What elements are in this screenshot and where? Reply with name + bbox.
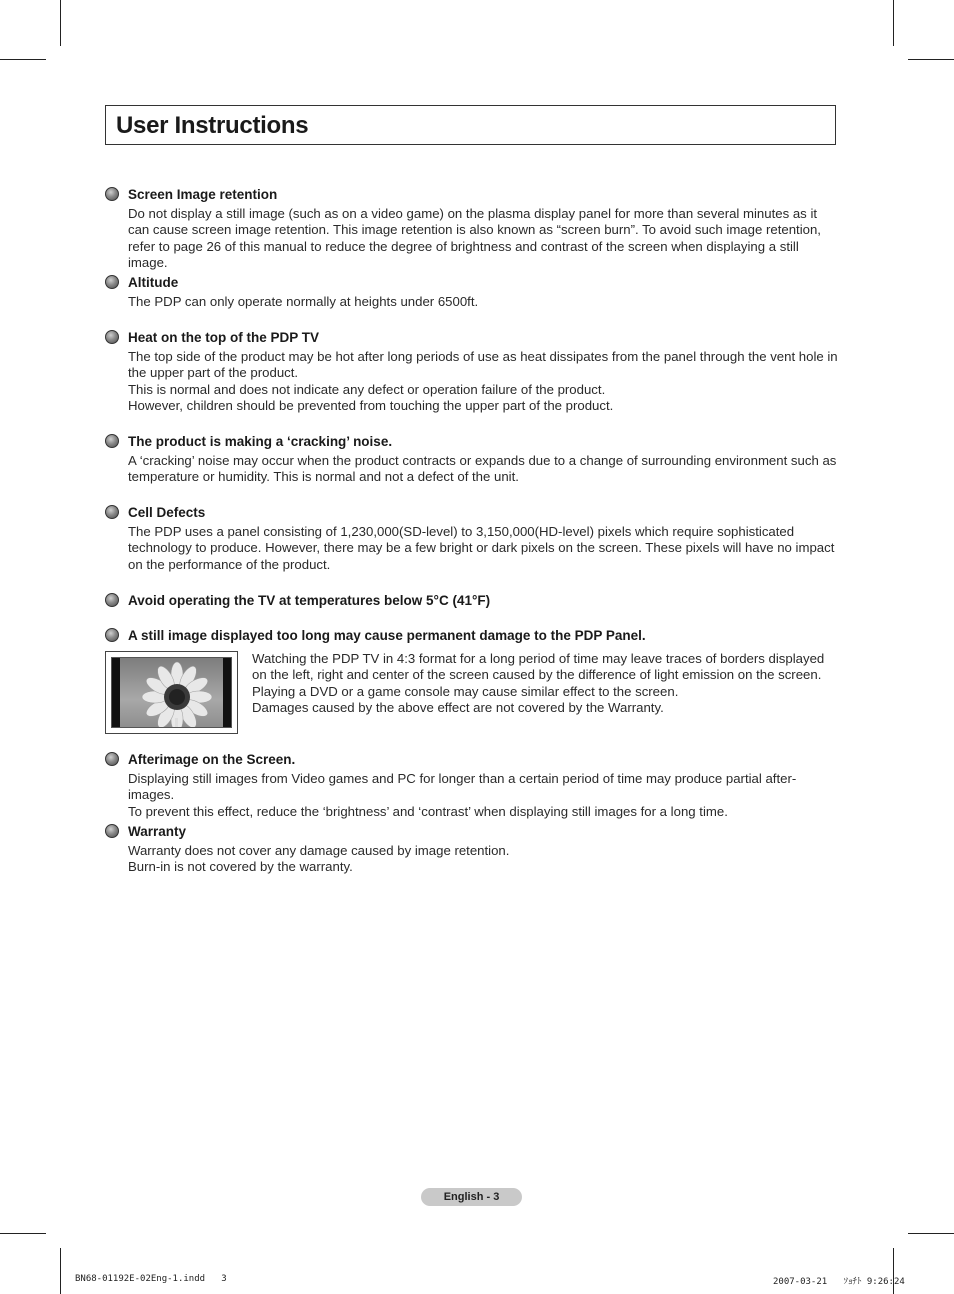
section-body [128,349,840,414]
body-text: The top side of the product may be hot after long periods of use as heat dissipates from the panel through the vent hole in the upper part of the product. [128,349,838,381]
bullet-icon [105,824,119,838]
bullet-icon [105,434,119,448]
body-text: Damages caused by the above effect are not covered by the Warranty. [252,699,664,715]
section-title: The product is making a ‘cracking’ noise. [128,433,393,449]
sunflower-image [120,658,223,727]
section-body [128,524,840,573]
section-body [252,651,842,716]
body-text: The PDP can only operate normally at heights under 6500ft. [128,294,479,309]
section-body [128,843,840,876]
section-cell-defects [105,503,840,573]
section-body [128,453,840,486]
crop-mark [60,1248,61,1294]
section-cracking-noise [105,432,840,486]
section-title: Heat on the top of the PDP TV [128,329,320,345]
crop-mark [908,59,954,60]
bullet-icon [105,752,119,766]
section-body [128,771,840,820]
section-altitude [105,273,840,310]
body-text: Playing a DVD or a game console may cause similar effect to the screen. [252,683,679,699]
tv-illustration [105,651,238,734]
crop-mark [60,0,61,46]
section-title: Warranty [128,823,187,839]
bullet-icon [105,330,119,344]
body-text: Displaying still images from Video games and PC for longer than a certain period of time may produce partial after-images. [128,771,797,803]
bullet-icon [105,593,119,607]
body-text: To prevent this effect, reduce the ‘brightness’ and ‘contrast’ when displaying still images for a long time. [128,803,728,819]
bullet-icon [105,505,119,519]
page-title-box [105,105,836,145]
body-text: Do not display a still image (such as on a video game) on the plasma display panel for more than several minutes as it can cause screen image retention. This image retention is also known as “screen burn”. To avoid such image retention, refer to page 26 of this manual to reduce the degree of brightness and contrast of the screen when displaying a still image. [128,206,821,270]
section-temperature [105,591,840,609]
section-heat-top [105,328,840,414]
section-body [128,294,840,310]
crop-mark [0,59,46,60]
bullet-icon [105,275,119,289]
bullet-icon [105,628,119,642]
section-title: Avoid operating the TV at temperatures below 5°C (41°F) [128,592,491,608]
section-still-image [105,626,840,644]
body-text: Burn-in is not covered by the warranty. [128,859,353,875]
body-text: However, children should be prevented from touching the upper part of the product. [128,397,614,413]
body-text: Watching the PDP TV in 4:3 format for a long period of time may leave traces of borders displayed on the left, right and center of the screen caused by the difference of light emission on the screen. [252,651,825,683]
crop-mark [893,1248,894,1294]
section-title: Afterimage on the Screen. [128,751,296,767]
section-title: A still image displayed too long may cause permanent damage to the PDP Panel. [128,627,646,643]
page-title: User Instructions [116,112,309,139]
print-slug-timestamp: 2007-03-21 ｿｮﾁﾄ 9:26:24 [773,1277,905,1287]
print-slug-filename: BN68-01192E-02Eng-1.indd 3 [75,1274,227,1284]
body-text: This is normal and does not indicate any defect or operation failure of the product. [128,381,606,397]
section-screen-image-retention [105,185,840,271]
body-text: A ‘cracking’ noise may occur when the product contracts or expands due to a change of surrounding environment such as temperature or humidity. This is normal and not a defect of the unit. [128,453,837,485]
crop-mark [0,1233,46,1234]
section-title: Altitude [128,274,179,290]
crop-mark [908,1233,954,1234]
bullet-icon [105,187,119,201]
body-text: Warranty does not cover any damage caused by image retention. [128,843,510,858]
section-body [128,206,840,271]
section-warranty [105,822,840,876]
section-afterimage [105,750,840,820]
body-text: The PDP uses a panel consisting of 1,230,000(SD-level) to 3,150,000(HD-level) pixels which require sophisticated technology to produce. However, there may be a few bright or dark pixels on the screen. These pixels will have no impact on the performance of the product. [128,524,835,572]
section-title: Screen Image retention [128,186,278,202]
crop-mark [893,0,894,46]
section-title: Cell Defects [128,504,206,520]
page-number-badge: English - 3 [421,1188,522,1206]
